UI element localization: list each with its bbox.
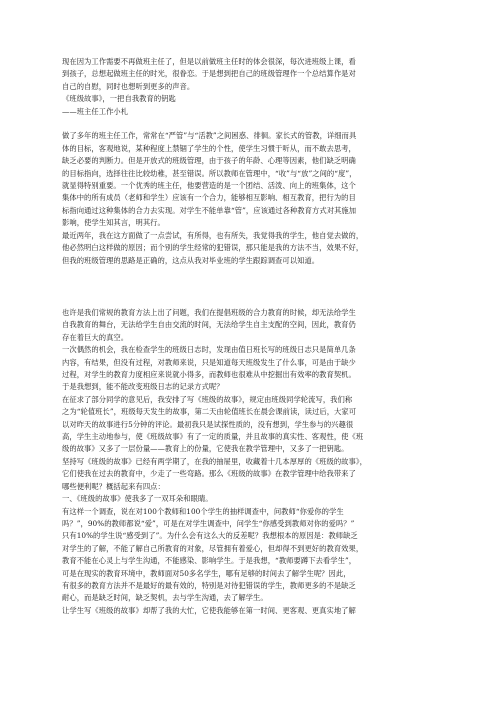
text-line: 耐心，而是缺乏时间，缺乏契机，去与学生沟通，去了解学生。 bbox=[62, 593, 268, 603]
text-line: 对学生的了解，不能了解自己所教育的对象，尽管拥有着爱心，但却得不到更好的教育效果， bbox=[62, 543, 364, 553]
text-line: 但我的班级管理的思路是正确的，这点从我对毕业班的学生跟踪调查可以知道。 bbox=[62, 255, 320, 265]
text-line: 坚持写《班级的故事》已经有两学期了，在我的抽屉里，收藏着十几本厚厚的《班级的故事》， bbox=[62, 456, 367, 466]
text-line: 自己的自慰，同时也想听到更多的声音。 bbox=[62, 81, 195, 91]
text-line: 现在因为工作需要不再做班主任了，但是以前做班主任时的体会很深，每次进班级上课，看 bbox=[62, 57, 356, 66]
text-line: 级的故事》又多了一层份量——教育上的份量，它使我在教学管理中，又多了一把钥匙。 bbox=[62, 444, 349, 454]
text-line: 内容，有结果，但没有过程，对教师来说，只是知道每天班级发生了什么事，可是由于缺少 bbox=[62, 357, 356, 367]
text-line: 有这样一个调查，说在对100个教师和100个学生的抽样调查中，问教师“你爱你的学生 bbox=[62, 506, 344, 516]
article-title: 《班级故事》，一把自我教育的钥匙 bbox=[62, 94, 176, 104]
text-line: 的目标指向，选择往往比较幼稚，甚至错误。所以教师在管理中，“收”与“放”之间的“度”， bbox=[62, 168, 357, 178]
intro-section bbox=[62, 56, 438, 267]
text-line: 缺乏必要的判断力。但是开放式的班级管理，由于孩子的年龄、心理等因素，他们缺乏明确 bbox=[62, 156, 356, 166]
text-line: 最近两年，我在这方面做了一点尝试，有所得，也有所失，我觉得我的学生，他自觉去做的， bbox=[62, 230, 364, 240]
text-line: 之为“轮值班长”，班级每天发生的故事，第二天由轮值班长在晨会课前读，读过后，大家可 bbox=[62, 407, 357, 417]
blank-line bbox=[62, 118, 438, 130]
text-line: 他必然明白这样做的原因；而个别的学生经常的犯错误，那只能是我的方法不当，效果不好， bbox=[62, 243, 364, 253]
text-line: 有很多的教育方法并不是最好的最有效的，特别是对待犯错误的学生，教师更多的不是缺乏 bbox=[62, 580, 356, 590]
text-line: 吗？”，90%的教师都说“爱”，可是在对学生调查中，问学生“你感受到教师对你的爱吗？” bbox=[62, 518, 355, 528]
text-line: 过程，对学生的教育力度相应来说就小得多，而教师也很难从中挖掘出有效率的教育契机。 bbox=[62, 370, 356, 380]
text-line: 存在着巨大的真空。 bbox=[62, 332, 129, 342]
text-line: 哪些便利呢？概括起来有四点： bbox=[62, 481, 165, 491]
text-line: 一次偶然的机会，我在检查学生的班级日志时，发现由值日班长写的班级日志只是简单几条 bbox=[62, 345, 356, 355]
text-line: 标指向通过这种集体的合力去实现。对学生不能单靠“管”，应该通过各种教育方式对其施加 bbox=[62, 205, 357, 215]
text-line: 高，学生主动地参与，使《班级故事》有了一定的质量，并且故事的真实性、客观性，使《班 bbox=[62, 432, 364, 442]
text-line: 也许是我们常规的教育方法上出了问题，我们在提倡班级的合力教育的时候，却无法给学生 bbox=[62, 308, 356, 317]
text-line: 可是在现实的教育环境中，教师面对50多名学生，哪有足够的时间去了解学生呢？因此， bbox=[62, 568, 351, 578]
text-line: 只有10%的学生说“感受到了”。为什么会有这么大的反差呢？我想根本的原因是：教师缺乏 bbox=[62, 531, 358, 541]
text-line: 自我教育的舞台，无法给学生自由交流的时间，无法给学生自主支配的空间，因此，教育仍 bbox=[62, 320, 356, 330]
text-line: 在征求了部分同学的意见后，我安排了写《班级的故事》，规定由班级同学轮流写，我们称 bbox=[62, 394, 353, 404]
text-line: 于是我想到，能不能改变班级日志的记录方式呢？ bbox=[62, 382, 224, 392]
text-line: 让学生写《班级的故事》却帮了我的大忙，它使我能够在第一时间、更客观、更真实地了解 bbox=[62, 605, 356, 615]
section-heading: 一、《班级的故事》使我多了一双耳朵和眼睛。 bbox=[62, 494, 213, 504]
text-line: 它们使我在过去的教育中，少走了一些弯路。那么《班级的故事》在教学管理中给我带来了 bbox=[62, 469, 356, 479]
text-line: 集体中的所有成员（老师和学生）应该有一个合力，能够相互影响、相互教育，把行为的目 bbox=[62, 193, 356, 203]
text-line: 教育不能在心灵上与学生沟通，不能感染、影响学生。于是我想，“教师要蹲下去看学生”， bbox=[62, 556, 357, 566]
text-line: 体的目标，客观地说，某种程度上禁锢了学生的个性，使学生习惯于听从，而不敢去思考， bbox=[62, 143, 356, 153]
text-line: 以对昨天的故事进行5分钟的评论。最初我只是试探性质的，没有想到，学生参与的兴趣很 bbox=[62, 419, 354, 429]
text-line: 到孩子，总想起做班主任的时光，很眷恋。于是想到把自己的班级管理作一个总结算作是对 bbox=[62, 69, 356, 79]
main-section bbox=[62, 307, 438, 617]
article-subtitle: ——班主任工作小札 bbox=[62, 106, 129, 116]
text-line: 做了多年的班主任工作，常常在“严管”与“活教”之间困惑、徘徊。家长式的管教，详细而具 bbox=[62, 131, 357, 141]
text-line: 影响，使学生知其言，明其行。 bbox=[62, 218, 165, 228]
text-line: 就显得特别重要。一个优秀的班主任，他要营造的是一个团结、活泼、向上的班集体，这个 bbox=[62, 181, 356, 191]
